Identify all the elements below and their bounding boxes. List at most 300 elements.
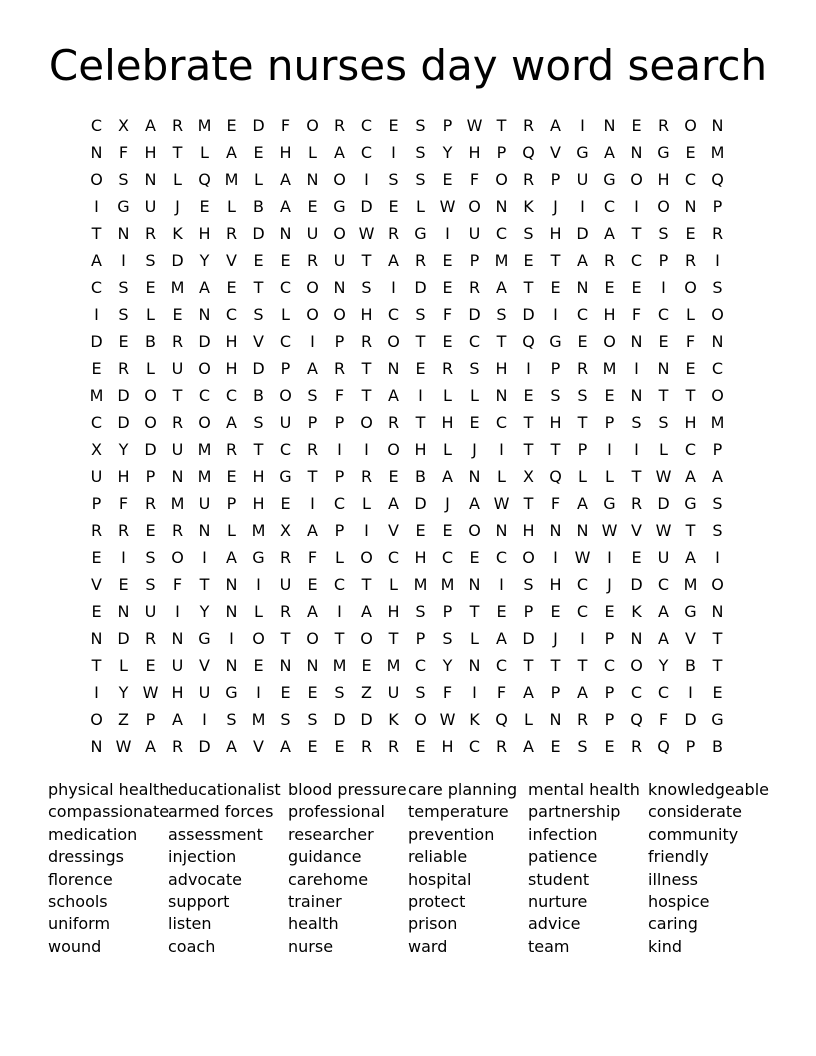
grid-cell: O <box>387 440 400 459</box>
grid-cell: Q <box>549 467 562 486</box>
grid-cell: T <box>388 629 399 648</box>
grid-cell: I <box>94 683 99 702</box>
grid-cell: K <box>523 197 534 216</box>
grid-row <box>83 571 731 598</box>
grid-cell: I <box>202 548 207 567</box>
grid-cell: E <box>253 143 264 162</box>
word-list-item: infection <box>528 824 598 844</box>
grid-cell: E <box>469 413 480 432</box>
grid-cell: R <box>522 170 535 189</box>
grid-cell: S <box>145 575 156 594</box>
grid-cell: I <box>580 629 585 648</box>
grid-cell: E <box>280 683 291 702</box>
grid-cell: A <box>199 278 210 297</box>
grid-cell: A <box>388 386 399 405</box>
grid-cell: O <box>90 710 103 729</box>
grid-cell: R <box>117 359 130 378</box>
grid-cell: Z <box>118 710 129 729</box>
grid-cell: H <box>468 143 481 162</box>
grid-cell: M <box>224 170 239 189</box>
grid-cell: J <box>175 197 180 216</box>
grid-cell: D <box>198 737 211 756</box>
grid-cell: E <box>604 602 615 621</box>
grid-cell: E <box>442 278 453 297</box>
grid-cell: M <box>89 386 104 405</box>
grid-cell: F <box>685 332 696 351</box>
grid-cell: E <box>550 602 561 621</box>
grid-cell: U <box>468 224 481 243</box>
grid-cell: S <box>577 737 588 756</box>
grid-cell: T <box>496 116 507 135</box>
grid-cell: N <box>576 521 589 540</box>
word-column <box>648 779 768 958</box>
grid-cell: R <box>333 116 346 135</box>
grid-cell: U <box>306 224 319 243</box>
grid-cell: X <box>118 116 129 135</box>
word-list-item: prison <box>408 914 458 934</box>
word-list-item: florence <box>48 869 113 889</box>
word-list-item: professional <box>288 802 385 822</box>
grid-cell: H <box>441 737 454 756</box>
grid-cell: E <box>523 386 534 405</box>
grid-cell: H <box>549 224 562 243</box>
grid-cell: H <box>225 332 238 351</box>
grid-cell: D <box>252 116 265 135</box>
grid-cell: N <box>90 737 103 756</box>
grid-cell: E <box>226 116 237 135</box>
grid-cell: A <box>280 197 291 216</box>
word-list-item: schools <box>48 891 108 911</box>
grid-cell: P <box>712 440 723 459</box>
grid-cell: C <box>441 548 454 567</box>
grid-cell: P <box>577 440 588 459</box>
word-list-item: hospice <box>648 891 710 911</box>
grid-cell: C <box>495 656 508 675</box>
grid-cell: C <box>576 602 589 621</box>
grid-cell: X <box>91 440 102 459</box>
grid-cell: R <box>225 440 238 459</box>
grid-cell: I <box>607 440 612 459</box>
grid-cell: E <box>496 602 507 621</box>
grid-cell: N <box>684 197 697 216</box>
grid-cell: P <box>442 116 453 135</box>
grid-cell: C <box>657 575 670 594</box>
grid-cell: R <box>711 224 724 243</box>
grid-cell: T <box>523 494 534 513</box>
grid-cell: A <box>226 143 237 162</box>
grid-row <box>83 598 731 625</box>
grid-cell: E <box>91 359 102 378</box>
grid-cell: O <box>279 386 292 405</box>
grid-cell: M <box>170 494 185 513</box>
grid-cell: M <box>170 278 185 297</box>
word-list-item: friendly <box>648 847 709 867</box>
grid-cell: N <box>117 602 130 621</box>
grid-cell: T <box>550 251 561 270</box>
grid-cell: T <box>712 656 723 675</box>
grid-cell: I <box>256 683 261 702</box>
grid-cell: R <box>414 251 427 270</box>
grid-cell: A <box>496 278 507 297</box>
grid-cell: I <box>364 170 369 189</box>
grid-cell: H <box>252 494 265 513</box>
grid-cell: N <box>279 224 292 243</box>
grid-cell: S <box>388 170 399 189</box>
word-list-item: health <box>288 914 339 934</box>
grid-cell: N <box>171 629 184 648</box>
grid-row <box>83 355 731 382</box>
grid-cell: B <box>685 656 696 675</box>
grid-cell: E <box>415 521 426 540</box>
grid-cell: U <box>171 359 184 378</box>
grid-cell: N <box>630 386 643 405</box>
grid-cell: C <box>468 737 481 756</box>
grid-cell: C <box>576 575 589 594</box>
grid-cell: I <box>553 305 558 324</box>
grid-cell: V <box>550 143 561 162</box>
grid-cell: N <box>603 116 616 135</box>
grid-cell: A <box>658 629 669 648</box>
grid-cell: N <box>90 629 103 648</box>
grid-cell: R <box>360 467 373 486</box>
grid-cell: D <box>198 332 211 351</box>
grid-cell: S <box>523 224 534 243</box>
grid-cell: I <box>121 548 126 567</box>
grid-cell: O <box>684 116 697 135</box>
grid-cell: B <box>253 386 264 405</box>
grid-cell: Q <box>198 170 211 189</box>
grid-cell: J <box>445 494 450 513</box>
grid-cell: P <box>550 683 561 702</box>
grid-cell: C <box>198 386 211 405</box>
grid-row <box>83 436 731 463</box>
grid-cell: D <box>252 359 265 378</box>
grid-cell: F <box>442 305 453 324</box>
grid-cell: L <box>119 656 128 675</box>
grid-row <box>83 733 731 760</box>
grid-cell: U <box>198 683 211 702</box>
grid-cell: Y <box>118 440 129 459</box>
grid-row <box>83 706 731 733</box>
grid-row <box>83 112 731 139</box>
grid-cell: N <box>576 278 589 297</box>
grid-cell: O <box>306 116 319 135</box>
grid-cell: J <box>553 197 558 216</box>
grid-cell: T <box>712 629 723 648</box>
grid-cell: E <box>577 332 588 351</box>
grid-row <box>83 517 731 544</box>
grid-cell: L <box>281 305 290 324</box>
grid-cell: D <box>630 575 643 594</box>
grid-cell: T <box>523 278 534 297</box>
grid-cell: P <box>442 602 453 621</box>
grid-cell: O <box>333 305 346 324</box>
grid-cell: T <box>577 656 588 675</box>
grid-cell: F <box>631 305 642 324</box>
grid-cell: O <box>90 170 103 189</box>
grid-cell: R <box>306 440 319 459</box>
grid-cell: M <box>602 359 617 378</box>
grid-cell: S <box>307 386 318 405</box>
word-list-item: mental health <box>528 780 640 799</box>
grid-cell: E <box>253 251 264 270</box>
grid-cell: O <box>333 224 346 243</box>
grid-cell: O <box>252 629 265 648</box>
grid-cell: R <box>171 332 184 351</box>
grid-cell: N <box>630 629 643 648</box>
grid-cell: L <box>578 467 587 486</box>
grid-cell: C <box>333 494 346 513</box>
grid-row <box>83 166 731 193</box>
grid-cell: I <box>418 386 423 405</box>
grid-cell: D <box>468 305 481 324</box>
grid-cell: C <box>495 548 508 567</box>
grid-cell: A <box>523 683 534 702</box>
grid-cell: E <box>91 548 102 567</box>
grid-cell: E <box>523 251 534 270</box>
grid-cell: C <box>630 251 643 270</box>
grid-cell: S <box>550 386 561 405</box>
grid-cell: S <box>253 413 264 432</box>
grid-cell: N <box>198 521 211 540</box>
word-column <box>408 779 528 958</box>
grid-cell: C <box>657 305 670 324</box>
grid-cell: G <box>603 494 616 513</box>
word-list-item: patience <box>528 847 598 867</box>
grid-cell: A <box>361 602 372 621</box>
grid-cell: T <box>253 440 264 459</box>
grid-cell: F <box>496 683 507 702</box>
grid-cell: R <box>522 116 535 135</box>
grid-cell: Y <box>199 602 210 621</box>
grid-cell: R <box>495 737 508 756</box>
grid-cell: P <box>604 629 615 648</box>
word-list-item: nurture <box>528 891 588 911</box>
grid-cell: T <box>469 602 480 621</box>
grid-cell: F <box>334 386 345 405</box>
grid-cell: C <box>495 413 508 432</box>
grid-cell: O <box>306 629 319 648</box>
grid-cell: H <box>225 359 238 378</box>
grid-cell: K <box>172 224 183 243</box>
grid-cell: T <box>280 629 291 648</box>
grid-cell: D <box>360 197 373 216</box>
grid-cell: H <box>414 440 427 459</box>
grid-cell: O <box>171 548 184 567</box>
grid-cell: L <box>470 629 479 648</box>
grid-cell: R <box>576 710 589 729</box>
grid-cell: G <box>225 683 238 702</box>
grid-cell: I <box>634 440 639 459</box>
grid-cell: N <box>468 656 481 675</box>
grid-cell: T <box>253 278 264 297</box>
grid-cell: E <box>631 116 642 135</box>
grid-cell: A <box>604 224 615 243</box>
grid-cell: T <box>658 386 669 405</box>
grid-cell: W <box>574 548 591 567</box>
grid-cell: E <box>307 575 318 594</box>
grid-cell: C <box>225 386 238 405</box>
grid-cell: A <box>604 143 615 162</box>
grid-cell: E <box>604 737 615 756</box>
grid-cell: O <box>360 413 373 432</box>
grid-cell: T <box>685 521 696 540</box>
grid-cell: S <box>712 521 723 540</box>
grid-cell: X <box>280 521 291 540</box>
grid-cell: P <box>550 170 561 189</box>
grid-cell: H <box>495 359 508 378</box>
grid-cell: W <box>142 683 159 702</box>
grid-cell: N <box>549 710 562 729</box>
word-list-item: care planning <box>408 780 518 799</box>
grid-cell: R <box>630 737 643 756</box>
word-list-item: guidance <box>288 847 362 867</box>
grid-cell: P <box>685 737 696 756</box>
grid-cell: O <box>414 710 427 729</box>
grid-cell: A <box>226 413 237 432</box>
grid-cell: U <box>144 602 157 621</box>
grid-cell: E <box>307 683 318 702</box>
grid-cell: R <box>576 359 589 378</box>
word-list-item: student <box>528 869 590 889</box>
grid-cell: P <box>334 467 345 486</box>
grid-cell: P <box>334 332 345 351</box>
grid-cell: P <box>91 494 102 513</box>
grid-cell: O <box>603 332 616 351</box>
grid-cell: T <box>172 143 183 162</box>
grid-cell: P <box>415 629 426 648</box>
grid-cell: U <box>657 548 670 567</box>
word-list-item: coach <box>168 936 216 956</box>
grid-cell: T <box>91 656 102 675</box>
grid-cell: P <box>334 521 345 540</box>
grid-cell: N <box>495 521 508 540</box>
grid-cell: C <box>684 170 697 189</box>
grid-cell: A <box>91 251 102 270</box>
grid-cell: T <box>631 224 642 243</box>
grid-cell: F <box>307 548 318 567</box>
grid-cell: R <box>603 251 616 270</box>
grid-cell: S <box>361 278 372 297</box>
grid-cell: I <box>364 440 369 459</box>
grid-cell: R <box>171 521 184 540</box>
grid-cell: T <box>361 386 372 405</box>
grid-row <box>83 220 731 247</box>
grid-cell: R <box>225 224 238 243</box>
grid-cell: H <box>171 683 184 702</box>
grid-cell: N <box>711 602 724 621</box>
grid-cell: H <box>522 521 535 540</box>
grid-cell: R <box>333 359 346 378</box>
grid-cell: D <box>522 305 535 324</box>
grid-cell: R <box>441 359 454 378</box>
grid-cell: D <box>171 251 184 270</box>
grid-cell: H <box>252 467 265 486</box>
grid-cell: H <box>549 575 562 594</box>
grid-cell: J <box>553 629 558 648</box>
grid-cell: N <box>144 170 157 189</box>
grid-cell: E <box>415 737 426 756</box>
word-list-item: armed forces <box>168 802 274 822</box>
grid-cell: Q <box>522 143 535 162</box>
grid-cell: F <box>280 116 291 135</box>
grid-cell: P <box>280 359 291 378</box>
grid-cell: E <box>226 278 237 297</box>
grid-cell: C <box>603 656 616 675</box>
grid-row <box>83 679 731 706</box>
letter-grid <box>83 112 731 760</box>
grid-cell: O <box>387 332 400 351</box>
grid-cell: C <box>414 656 427 675</box>
grid-cell: T <box>496 332 507 351</box>
grid-cell: E <box>631 548 642 567</box>
grid-cell: M <box>683 575 698 594</box>
word-list-item: carehome <box>288 869 369 889</box>
grid-cell: E <box>307 737 318 756</box>
grid-cell: K <box>388 710 399 729</box>
grid-cell: G <box>333 197 346 216</box>
grid-cell: W <box>655 521 672 540</box>
grid-cell: H <box>198 224 211 243</box>
word-list-item: hospital <box>408 869 472 889</box>
grid-cell: Y <box>658 656 669 675</box>
grid-row <box>83 139 731 166</box>
grid-cell: L <box>227 197 236 216</box>
grid-cell: A <box>685 548 696 567</box>
grid-cell: T <box>577 413 588 432</box>
grid-cell: N <box>495 197 508 216</box>
grid-cell: P <box>604 710 615 729</box>
grid-cell: G <box>252 548 265 567</box>
grid-cell: C <box>603 197 616 216</box>
grid-cell: K <box>631 602 642 621</box>
grid-cell: E <box>145 656 156 675</box>
grid-cell: W <box>439 197 456 216</box>
word-list-item: team <box>528 936 570 956</box>
grid-cell: Q <box>657 737 670 756</box>
grid-cell: E <box>307 197 318 216</box>
grid-cell: L <box>686 305 695 324</box>
grid-cell: N <box>225 602 238 621</box>
grid-cell: D <box>657 494 670 513</box>
grid-cell: S <box>415 602 426 621</box>
grid-row <box>83 328 731 355</box>
grid-cell: W <box>115 737 132 756</box>
grid-cell: N <box>549 521 562 540</box>
grid-cell: H <box>279 143 292 162</box>
grid-cell: R <box>306 251 319 270</box>
grid-cell: D <box>360 710 373 729</box>
grid-cell: Y <box>442 656 453 675</box>
grid-cell: T <box>91 224 102 243</box>
grid-cell: L <box>146 359 155 378</box>
grid-cell: O <box>144 386 157 405</box>
grid-cell: L <box>605 467 614 486</box>
grid-cell: W <box>439 710 456 729</box>
grid-cell: B <box>145 332 156 351</box>
grid-cell: E <box>442 332 453 351</box>
grid-cell: E <box>199 197 210 216</box>
grid-cell: P <box>523 602 534 621</box>
grid-cell: M <box>197 440 212 459</box>
grid-cell: P <box>496 143 507 162</box>
grid-cell: O <box>522 548 535 567</box>
grid-cell: O <box>657 197 670 216</box>
grid-cell: U <box>279 575 292 594</box>
grid-cell: R <box>360 737 373 756</box>
grid-cell: I <box>634 359 639 378</box>
grid-cell: I <box>391 143 396 162</box>
